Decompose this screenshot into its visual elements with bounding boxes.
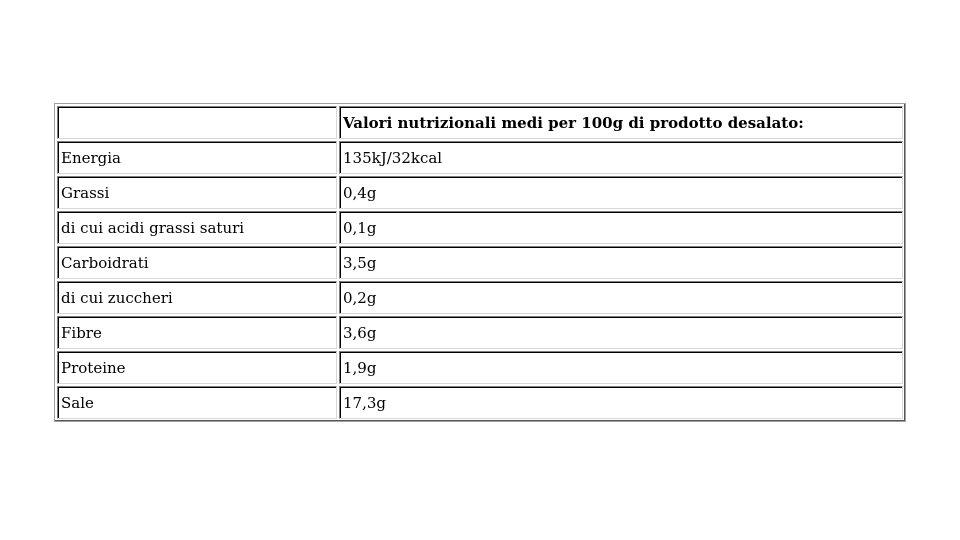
table-row-zuccheri	[57, 281, 903, 314]
nutrient-label: Sale	[57, 386, 337, 419]
nutrient-value: 0,4g	[339, 176, 903, 209]
nutrition-table	[54, 103, 906, 422]
table-row-carboidrati	[57, 246, 903, 279]
nutrient-label: Fibre	[57, 316, 337, 349]
table-title: Valori nutrizionali medi per 100g di prodotto desalato:	[339, 106, 903, 139]
corner-cell	[57, 106, 337, 139]
header-row	[57, 106, 903, 139]
nutrient-label: Proteine	[57, 351, 337, 384]
nutrient-value: 3,5g	[339, 246, 903, 279]
nutrient-value: 1,9g	[339, 351, 903, 384]
nutrient-label: Carboidrati	[57, 246, 337, 279]
nutrient-value: 135kJ/32kcal	[339, 141, 903, 174]
table-row-fibre	[57, 316, 903, 349]
nutrient-value: 0,1g	[339, 211, 903, 244]
nutrition-table-head	[57, 106, 903, 139]
table-row-sale	[57, 386, 903, 419]
nutrient-value: 17,3g	[339, 386, 903, 419]
nutrient-value: 0,2g	[339, 281, 903, 314]
nutrient-value: 3,6g	[339, 316, 903, 349]
table-row-grassi-saturi	[57, 211, 903, 244]
table-row-proteine	[57, 351, 903, 384]
table-row-energia	[57, 141, 903, 174]
nutrition-table-body	[57, 141, 903, 419]
nutrient-label: Grassi	[57, 176, 337, 209]
nutrient-label: di cui zuccheri	[57, 281, 337, 314]
table-row-grassi	[57, 176, 903, 209]
nutrient-label: di cui acidi grassi saturi	[57, 211, 337, 244]
nutrient-label: Energia	[57, 141, 337, 174]
